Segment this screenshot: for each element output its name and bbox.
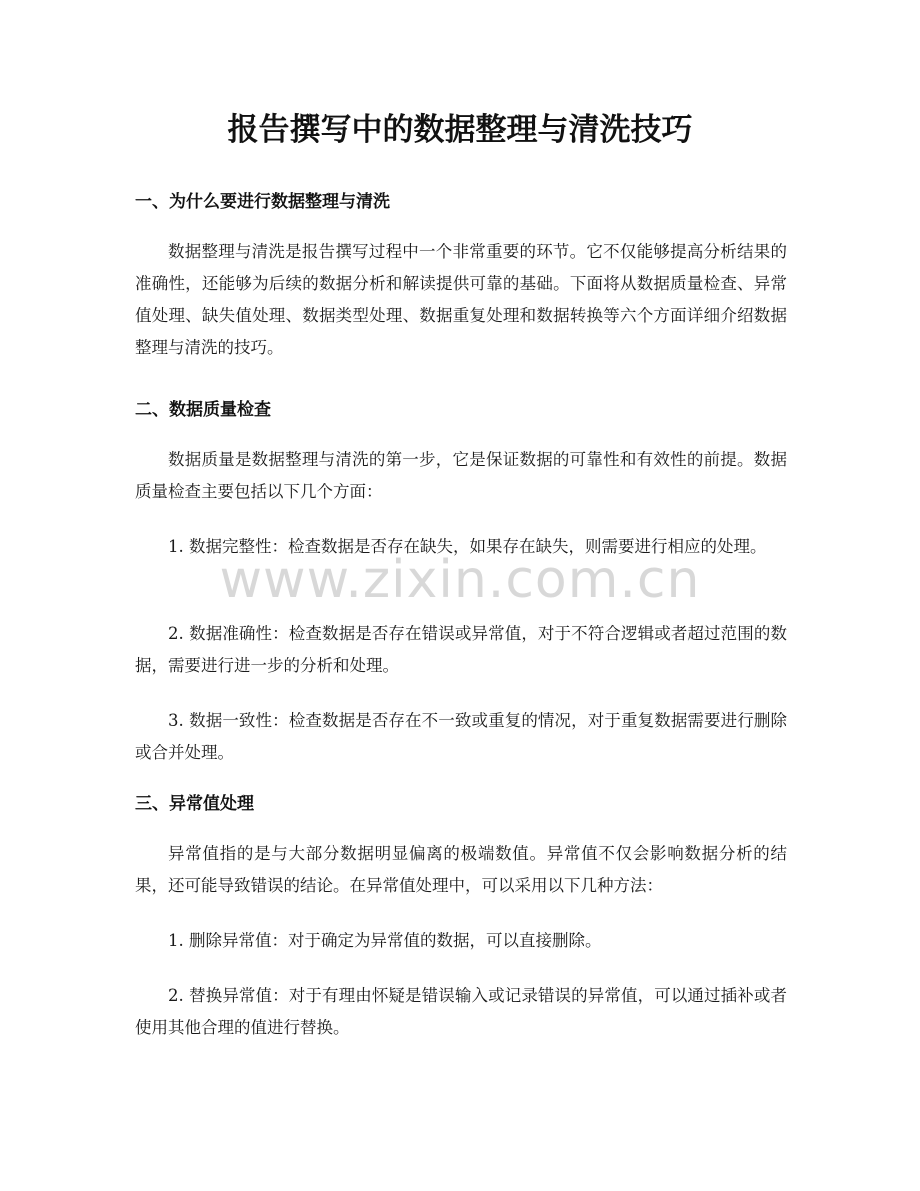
section-heading-quality-check: 二、数据质量检查 (135, 400, 271, 420)
paragraph-intro: 数据整理与清洗是报告撰写过程中一个非常重要的环节。它不仅能够提高分析结果的准确性，还能够为后续的数据分析和解读提供可靠的基础。下面将从数据质量检查、异常值处理、缺失值处理、数据类型处理、数据重复处理和数据转换等六个方面详细介绍数据整理与清洗的技巧。 (135, 242, 787, 357)
section-heading-why: 一、为什么要进行数据整理与清洗 (135, 192, 390, 212)
paragraph-quality-intro: 数据质量是数据整理与清洗的第一步，它是保证数据的可靠性和有效性的前提。数据质量检查主要包括以下几个方面： (135, 450, 787, 501)
list-item-accuracy: 2. 数据准确性：检查数据是否存在错误或异常值，对于不符合逻辑或者超过范围的数据，需要进行进一步的分析和处理。 (135, 624, 787, 675)
list-item-replace-outliers: 2. 替换异常值：对于有理由怀疑是错误输入或记录错误的异常值，可以通过插补或者使用其他合理的值进行替换。 (135, 986, 787, 1037)
section-heading-outliers: 三、异常值处理 (135, 794, 254, 814)
page-title: 报告撰写中的数据整理与清洗技巧 (227, 112, 693, 148)
list-item-delete-outliers: 1. 删除异常值：对于确定为异常值的数据，可以直接删除。 (168, 931, 602, 950)
list-item-completeness: 1. 数据完整性：检查数据是否存在缺失，如果存在缺失，则需要进行相应的处理。 (168, 537, 767, 556)
watermark: www.zixin.com.cn (219, 550, 701, 610)
paragraph-outliers-intro: 异常值指的是与大部分数据明显偏离的极端数值。异常值不仅会影响数据分析的结果，还可能导致错误的结论。在异常值处理中，可以采用以下几种方法： (135, 844, 787, 895)
list-item-consistency: 3. 数据一致性：检查数据是否存在不一致或重复的情况，对于重复数据需要进行删除或合并处理。 (135, 711, 787, 762)
